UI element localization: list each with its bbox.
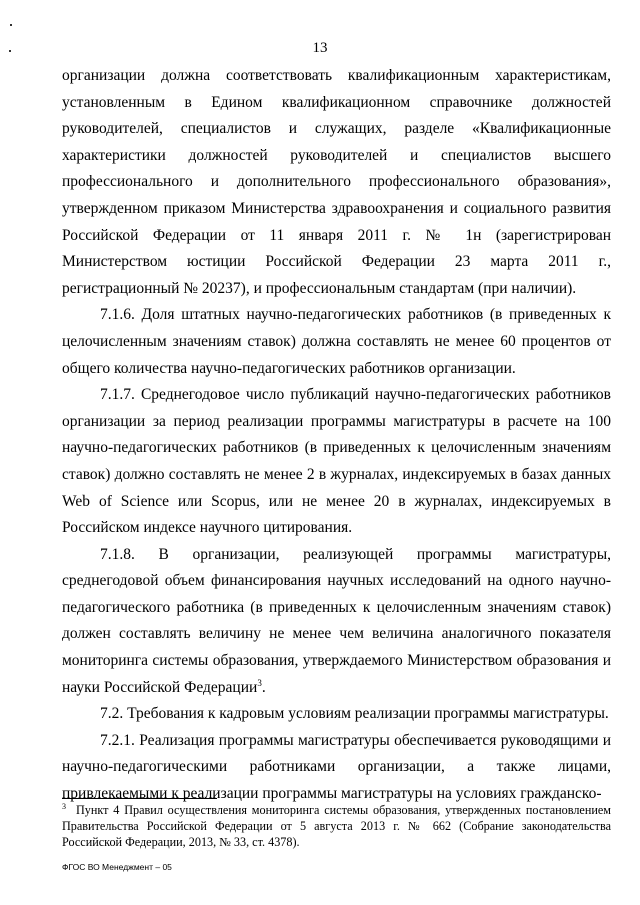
footnote-divider bbox=[62, 798, 217, 799]
scan-speck bbox=[10, 24, 12, 26]
paragraph-end: . bbox=[261, 678, 266, 696]
footnote-reference: 3 bbox=[257, 677, 262, 688]
main-text bbox=[62, 63, 611, 808]
paragraph-7-1-6: 7.1.6. Доля штатных научно-педагогических работников (в приведенных к целочисленным значениям ставок) должна составлять не менее 60 процентов от общего количества научно-педагогических работников организации. bbox=[62, 306, 611, 377]
paragraph-7-2-1: 7.2.1. Реализация программы магистратуры обеспечивается руководящими и научно-педагогическими работниками организации, а также лицами, привлекаемыми к реализации программы магистратуры на условиях гражданско- bbox=[62, 731, 611, 803]
footnote bbox=[62, 802, 611, 850]
footer-code: ФГОС ВО Менеджмент – 05 bbox=[62, 862, 172, 872]
footnote-mark: 3 bbox=[62, 801, 66, 811]
paragraph-text: 7.1.8. В организации, реализующей программы магистратуры, среднегодовой объем финансирования научных исследований на одного научно-педагогического работника (в приведенных к целочисленным значениям ставок) должен составлять величину не менее чем величина аналогичного показателя мониторинга системы образования, утверждаемого Министерством образования и науки Российской Федерации bbox=[62, 545, 611, 696]
paragraph-7-1-7: 7.1.7. Среднегодовое число публикаций научно-педагогических работников организации за период реализации программы магистратуры в расчете на 100 научно-педагогических работников (в приведенных к целочисленным значениям ставок) должно составлять не менее 2 в журналах, индексируемых в базах данных Web of Science или Scopus, или не менее 20 в журналах, индексируемых в Российском индексе научного цитирования. bbox=[62, 386, 611, 537]
paragraph: организации должна соответствовать квалификационным характеристикам, установленным в Едином квалификационном справочнике должностей руководителей, специалистов и служащих, разделе «Квалификационные характеристики должностей руководителей и специалистов высшего профессионального и дополнительного профессионального образования», утвержденном приказом Министерства здравоохранения и социального развития Российской Федерации от 11 января 2011 г. № 1н (зарегистрирован Министерством юстиции Российской Федерации 23 марта 2011 г., регистрационный № 20237), и профессиональным стандартам (при наличии). bbox=[62, 67, 611, 297]
paragraph-7-2: 7.2. Требования к кадровым условиям реализации программы магистратуры. bbox=[100, 705, 609, 723]
footnote-text: Пункт 4 Правил осуществления мониторинга системы образования, утвержденных постановлением Правительства Российской Федерации от 5 августа 2013 г. № 662 (Собрание законодательства Российской Федерации, 2013, № 33, ст. 4378). bbox=[62, 803, 611, 849]
paragraph-7-1-8 bbox=[62, 542, 611, 702]
page-number: 13 bbox=[312, 40, 328, 56]
